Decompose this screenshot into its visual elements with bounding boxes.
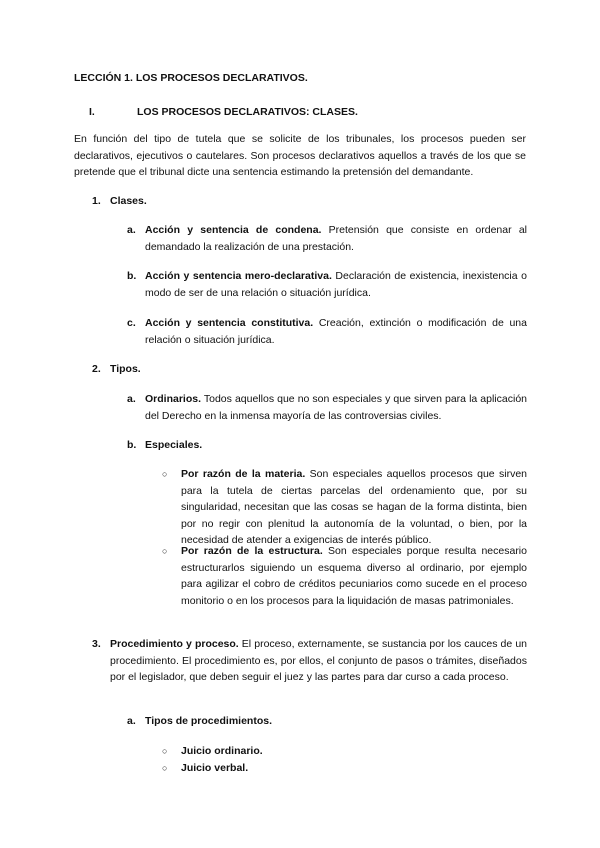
clase-b-term: Acción y sentencia mero-declarativa. [145, 270, 332, 282]
clases-heading: Clases. [110, 195, 147, 207]
estructura-term: Por razón de la estructura. [181, 545, 323, 557]
ordinarios-term: Ordinarios. [145, 393, 202, 405]
materia-desc: Son especiales aquellos procesos que sirven para la tutela de ciertas parcelas del ordenamiento que, por su singularidad, necesitan que las cosas se hagan de la forma distinta, bien por no regir con plenitud la autonomía de la voluntad, o bien, por la necesidad de atender a exigencias de interés público. [181, 468, 528, 546]
procedimiento-term: Procedimiento y proceso. [110, 638, 239, 650]
especiales-heading: Especiales. [145, 439, 203, 451]
section-numeral: I. [89, 106, 95, 118]
estructura-bullet-icon: ○ [162, 546, 168, 556]
clase-b-desc: Declaración de existencia, inexistencia o modo de ser de una relación o situación jurídica. [145, 270, 527, 299]
clase-a-text [145, 222, 527, 255]
juicio-ordinario: Juicio ordinario. [181, 745, 263, 757]
clase-c-term: Acción y sentencia constitutiva. [145, 317, 314, 329]
tipos-marker: 2. [92, 363, 101, 375]
clase-a-marker: a. [127, 224, 136, 236]
procedimiento-marker: 3. [92, 638, 101, 650]
clase-c-desc: Creación, extinción o modificación de una relación o situación jurídica. [145, 317, 527, 346]
estructura-text [181, 543, 527, 609]
clase-b-text [145, 268, 527, 301]
clase-a-desc: Pretensión que consiste en ordenar al demandado la realización de una prestación. [145, 224, 527, 253]
clase-b-marker: b. [127, 270, 137, 282]
materia-bullet-icon: ○ [162, 469, 168, 479]
clase-c-marker: c. [127, 317, 136, 329]
juicio-verbal-bullet-icon: ○ [162, 763, 168, 773]
especiales-marker: b. [127, 439, 137, 451]
juicio-verbal: Juicio verbal. [181, 762, 249, 774]
ordinarios-text [145, 391, 527, 424]
clase-c-text [145, 315, 527, 348]
procedimiento-desc: El proceso, externamente, se sustancia por los cauces de un procedimiento. El procedimiento es, por ellos, el conjunto de pasos o trámites, diseñados por el legislador, que deben seguir el juez y las partes para dar curso a cada proceso. [110, 638, 528, 683]
lesson-title: LECCIÓN 1. LOS PROCESOS DECLARATIVOS. [74, 72, 308, 84]
materia-term: Por razón de la materia. [181, 468, 306, 480]
clases-marker: 1. [92, 195, 101, 207]
tipos-procedimientos-marker: a. [127, 715, 136, 727]
tipos-procedimientos-heading: Tipos de procedimientos. [145, 715, 272, 727]
intro-paragraph: En función del tipo de tutela que se solicite de los tribunales, los procesos pueden ser declarativos, ejecutivos o cautelares. Son procesos declarativos aquellos a través de los que se pretende que el tribunal dicte una sentencia estimando la pretensión del demandante. [74, 133, 526, 178]
procedimiento-text [110, 636, 527, 686]
materia-text [181, 466, 527, 549]
ordinarios-marker: a. [127, 393, 136, 405]
estructura-desc: Son especiales porque resulta necesario estructurarlos siguiendo un esquema diverso al ordinario, por ejemplo para agilizar el cobro de créditos pecuniarios como sucede en el proceso monitorio o en los procesos para la liquidación de masas patrimoniales. [181, 545, 527, 607]
clase-a-term: Acción y sentencia de condena. [145, 224, 322, 236]
juicio-ordinario-bullet-icon: ○ [162, 746, 168, 756]
tipos-heading: Tipos. [110, 363, 141, 375]
section-title: LOS PROCESOS DECLARATIVOS: CLASES. [137, 106, 358, 118]
ordinarios-desc: Todos aquellos que no son especiales y que sirven para la aplicación del Derecho en la inmensa mayoría de las controversias civiles. [145, 393, 527, 422]
